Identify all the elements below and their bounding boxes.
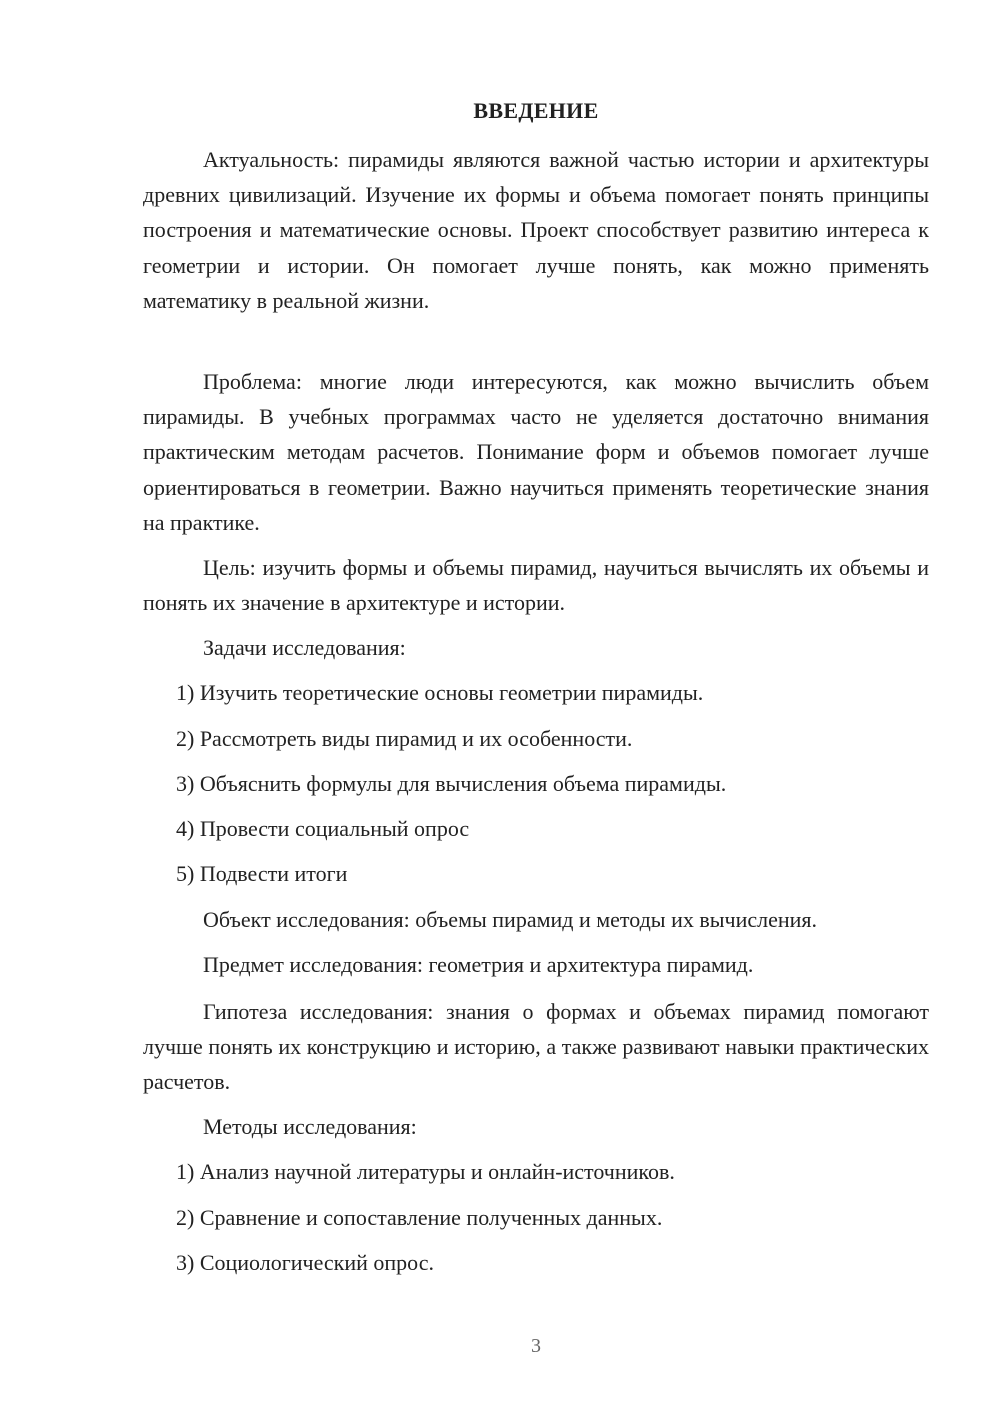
methods-heading: Методы исследования: [203, 1114, 417, 1139]
page-title: ВВЕДЕНИЕ [473, 98, 599, 123]
methods-list-item: 2) Сравнение и сопоставление полученных данных. [176, 1205, 663, 1230]
tasks-list-item: 5) Подвести итоги [176, 861, 348, 886]
research-object: Объект исследования: объемы пирамид и методы их вычисления. [203, 907, 818, 932]
tasks-list-item: 4) Провести социальный опрос [176, 816, 470, 841]
tasks-list-item: 3) Объяснить формулы для вычисления объема пирамиды. [176, 771, 727, 796]
tasks-list-item: 2) Рассмотреть виды пирамид и их особенности. [176, 726, 633, 751]
research-hypothesis: Гипотеза исследования: знания о формах и объемах пирамид помогают лучше понять их конструкцию и историю, а также развивают навыки практических расчетов. [143, 999, 929, 1095]
paragraph-relevance: Актуальность: пирамиды являются важной частью истории и архитектуры древних цивилизаций. Изучение их формы и объема помогает понять принципы построения и математические основы. Проект способствует развитию интереса к геометрии и истории. Он помогает лучше понять, как можно применять математику в реальной жизни. [143, 147, 929, 313]
paragraph-problem: Проблема: многие люди интересуются, как можно вычислить объем пирамиды. В учебных программах часто не уделяется достаточно внимания практическим методам расчетов. Понимание форм и объемов помогает лучше ориентироваться в геометрии. Важно научиться применять теоретические знания на практике. [143, 369, 929, 535]
page-number: 3 [531, 1335, 541, 1357]
tasks-list-item: 1) Изучить теоретические основы геометрии пирамиды. [176, 680, 704, 705]
paragraph-goal: Цель: изучить формы и объемы пирамид, научиться вычислять их объемы и понять их значение в архитектуре и истории. [143, 555, 929, 616]
research-subject: Предмет исследования: геометрия и архитектура пирамид. [203, 952, 754, 977]
methods-list-item: 1) Анализ научной литературы и онлайн-источников. [176, 1159, 675, 1184]
tasks-heading: Задачи исследования: [203, 635, 406, 660]
methods-list-item: 3) Социологический опрос. [176, 1250, 434, 1275]
